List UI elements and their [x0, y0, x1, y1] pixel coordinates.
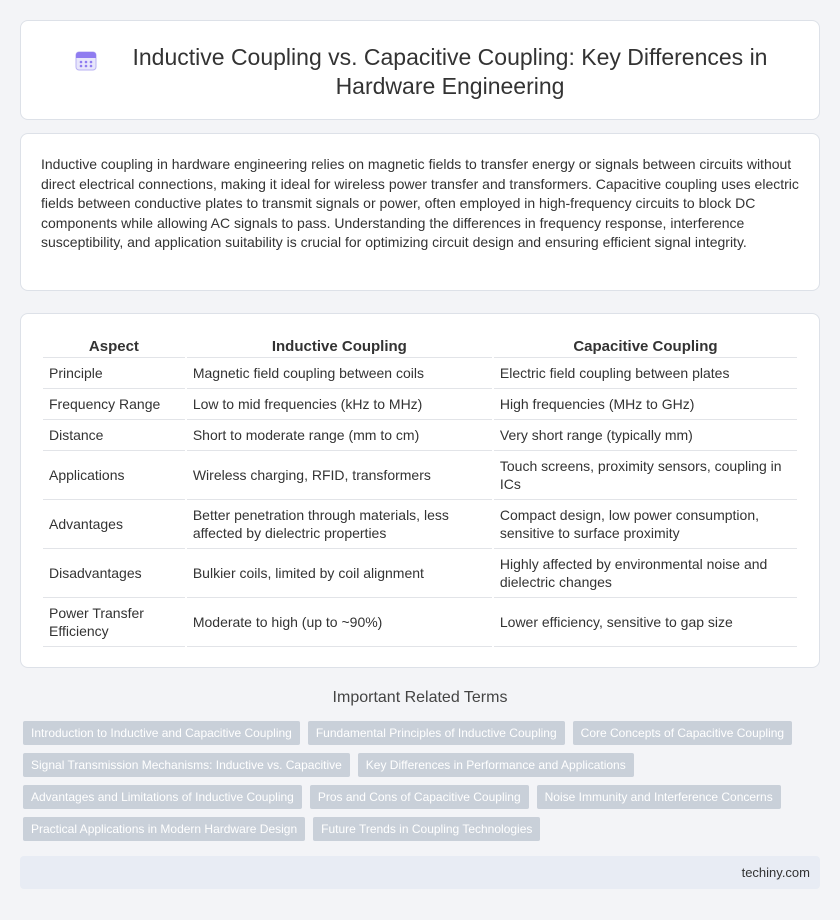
tag-row — [23, 817, 823, 841]
table-cell: Magnetic field coupling between coils — [187, 358, 492, 389]
table-row — [43, 500, 797, 549]
related-term-tag[interactable]: Key Differences in Performance and Applications — [358, 753, 634, 777]
table-cell: Applications — [43, 451, 185, 500]
table-cell: Compact design, low power consumption, sensitive to surface proximity — [494, 500, 797, 549]
table-cell: Bulkier coils, limited by coil alignment — [187, 549, 492, 598]
comparison-table — [41, 336, 799, 647]
table-cell: High frequencies (MHz to GHz) — [494, 389, 797, 420]
column-header-inductive: Inductive Coupling — [187, 336, 492, 358]
table-row — [43, 420, 797, 451]
table-cell: Better penetration through materials, less affected by dielectric properties — [187, 500, 492, 549]
table-cell: Low to mid frequencies (kHz to MHz) — [187, 389, 492, 420]
table-row — [43, 549, 797, 598]
related-term-tag[interactable]: Fundamental Principles of Inductive Coupling — [308, 721, 565, 745]
table-cell: Moderate to high (up to ~90%) — [187, 598, 492, 647]
column-header-capacitive: Capacitive Coupling — [494, 336, 797, 358]
table-cell: Advantages — [43, 500, 185, 549]
table-cell: Wireless charging, RFID, transformers — [187, 451, 492, 500]
table-cell: Power Transfer Efficiency — [43, 598, 185, 647]
table-cell: Very short range (typically mm) — [494, 420, 797, 451]
related-terms-list — [23, 721, 823, 849]
related-term-tag[interactable]: Future Trends in Coupling Technologies — [313, 817, 540, 841]
intro-card — [20, 133, 820, 291]
table-cell: Disadvantages — [43, 549, 185, 598]
intro-paragraph: Inductive coupling in hardware engineering relies on magnetic fields to transfer energy or signals between circuits without direct electrical connections, making it ideal for wireless power transfer and transformers. Capacitive coupling uses electric fields between conductive plates to transmit signals or power, often employed in high-frequency circuits to block DC components while allowing AC signals to pass. Understanding the differences in frequency response, interference susceptibility, and application suitability is crucial for optimizing circuit design and ensuring efficient signal integrity. — [41, 156, 799, 250]
table-cell: Distance — [43, 420, 185, 451]
table-cell: Touch screens, proximity sensors, coupling in ICs — [494, 451, 797, 500]
page-title: Inductive Coupling vs. Capacitive Coupling: Key Differences in Hardware Engineering — [132, 44, 768, 99]
related-term-tag[interactable]: Practical Applications in Modern Hardware Design — [23, 817, 305, 841]
tag-row — [23, 721, 823, 745]
related-term-tag[interactable]: Pros and Cons of Capacitive Coupling — [310, 785, 529, 809]
column-header-aspect: Aspect — [43, 336, 185, 358]
related-term-tag[interactable]: Signal Transmission Mechanisms: Inductive vs. Capacitive — [23, 753, 350, 777]
tag-row — [23, 785, 823, 809]
table-row — [43, 358, 797, 389]
related-term-tag[interactable]: Core Concepts of Capacitive Coupling — [573, 721, 792, 745]
table-cell: Frequency Range — [43, 389, 185, 420]
footer — [20, 856, 820, 889]
table-cell: Short to moderate range (mm to cm) — [187, 420, 492, 451]
comparison-table-card — [20, 313, 820, 668]
table-cell: Highly affected by environmental noise and dielectric changes — [494, 549, 797, 598]
table-cell: Principle — [43, 358, 185, 389]
related-term-tag[interactable]: Advantages and Limitations of Inductive Coupling — [23, 785, 302, 809]
tag-row — [23, 753, 823, 777]
header-card — [20, 20, 820, 120]
table-row — [43, 451, 797, 500]
table-cell: Lower efficiency, sensitive to gap size — [494, 598, 797, 647]
footer-site-link[interactable]: techiny.com — [741, 865, 810, 880]
table-cell: Electric field coupling between plates — [494, 358, 797, 389]
related-term-tag[interactable]: Noise Immunity and Interference Concerns — [537, 785, 781, 809]
table-row — [43, 389, 797, 420]
table-row — [43, 598, 797, 647]
related-terms-heading: Important Related Terms — [332, 689, 508, 706]
related-term-tag[interactable]: Introduction to Inductive and Capacitive Coupling — [23, 721, 300, 745]
table-header-row — [43, 336, 797, 358]
